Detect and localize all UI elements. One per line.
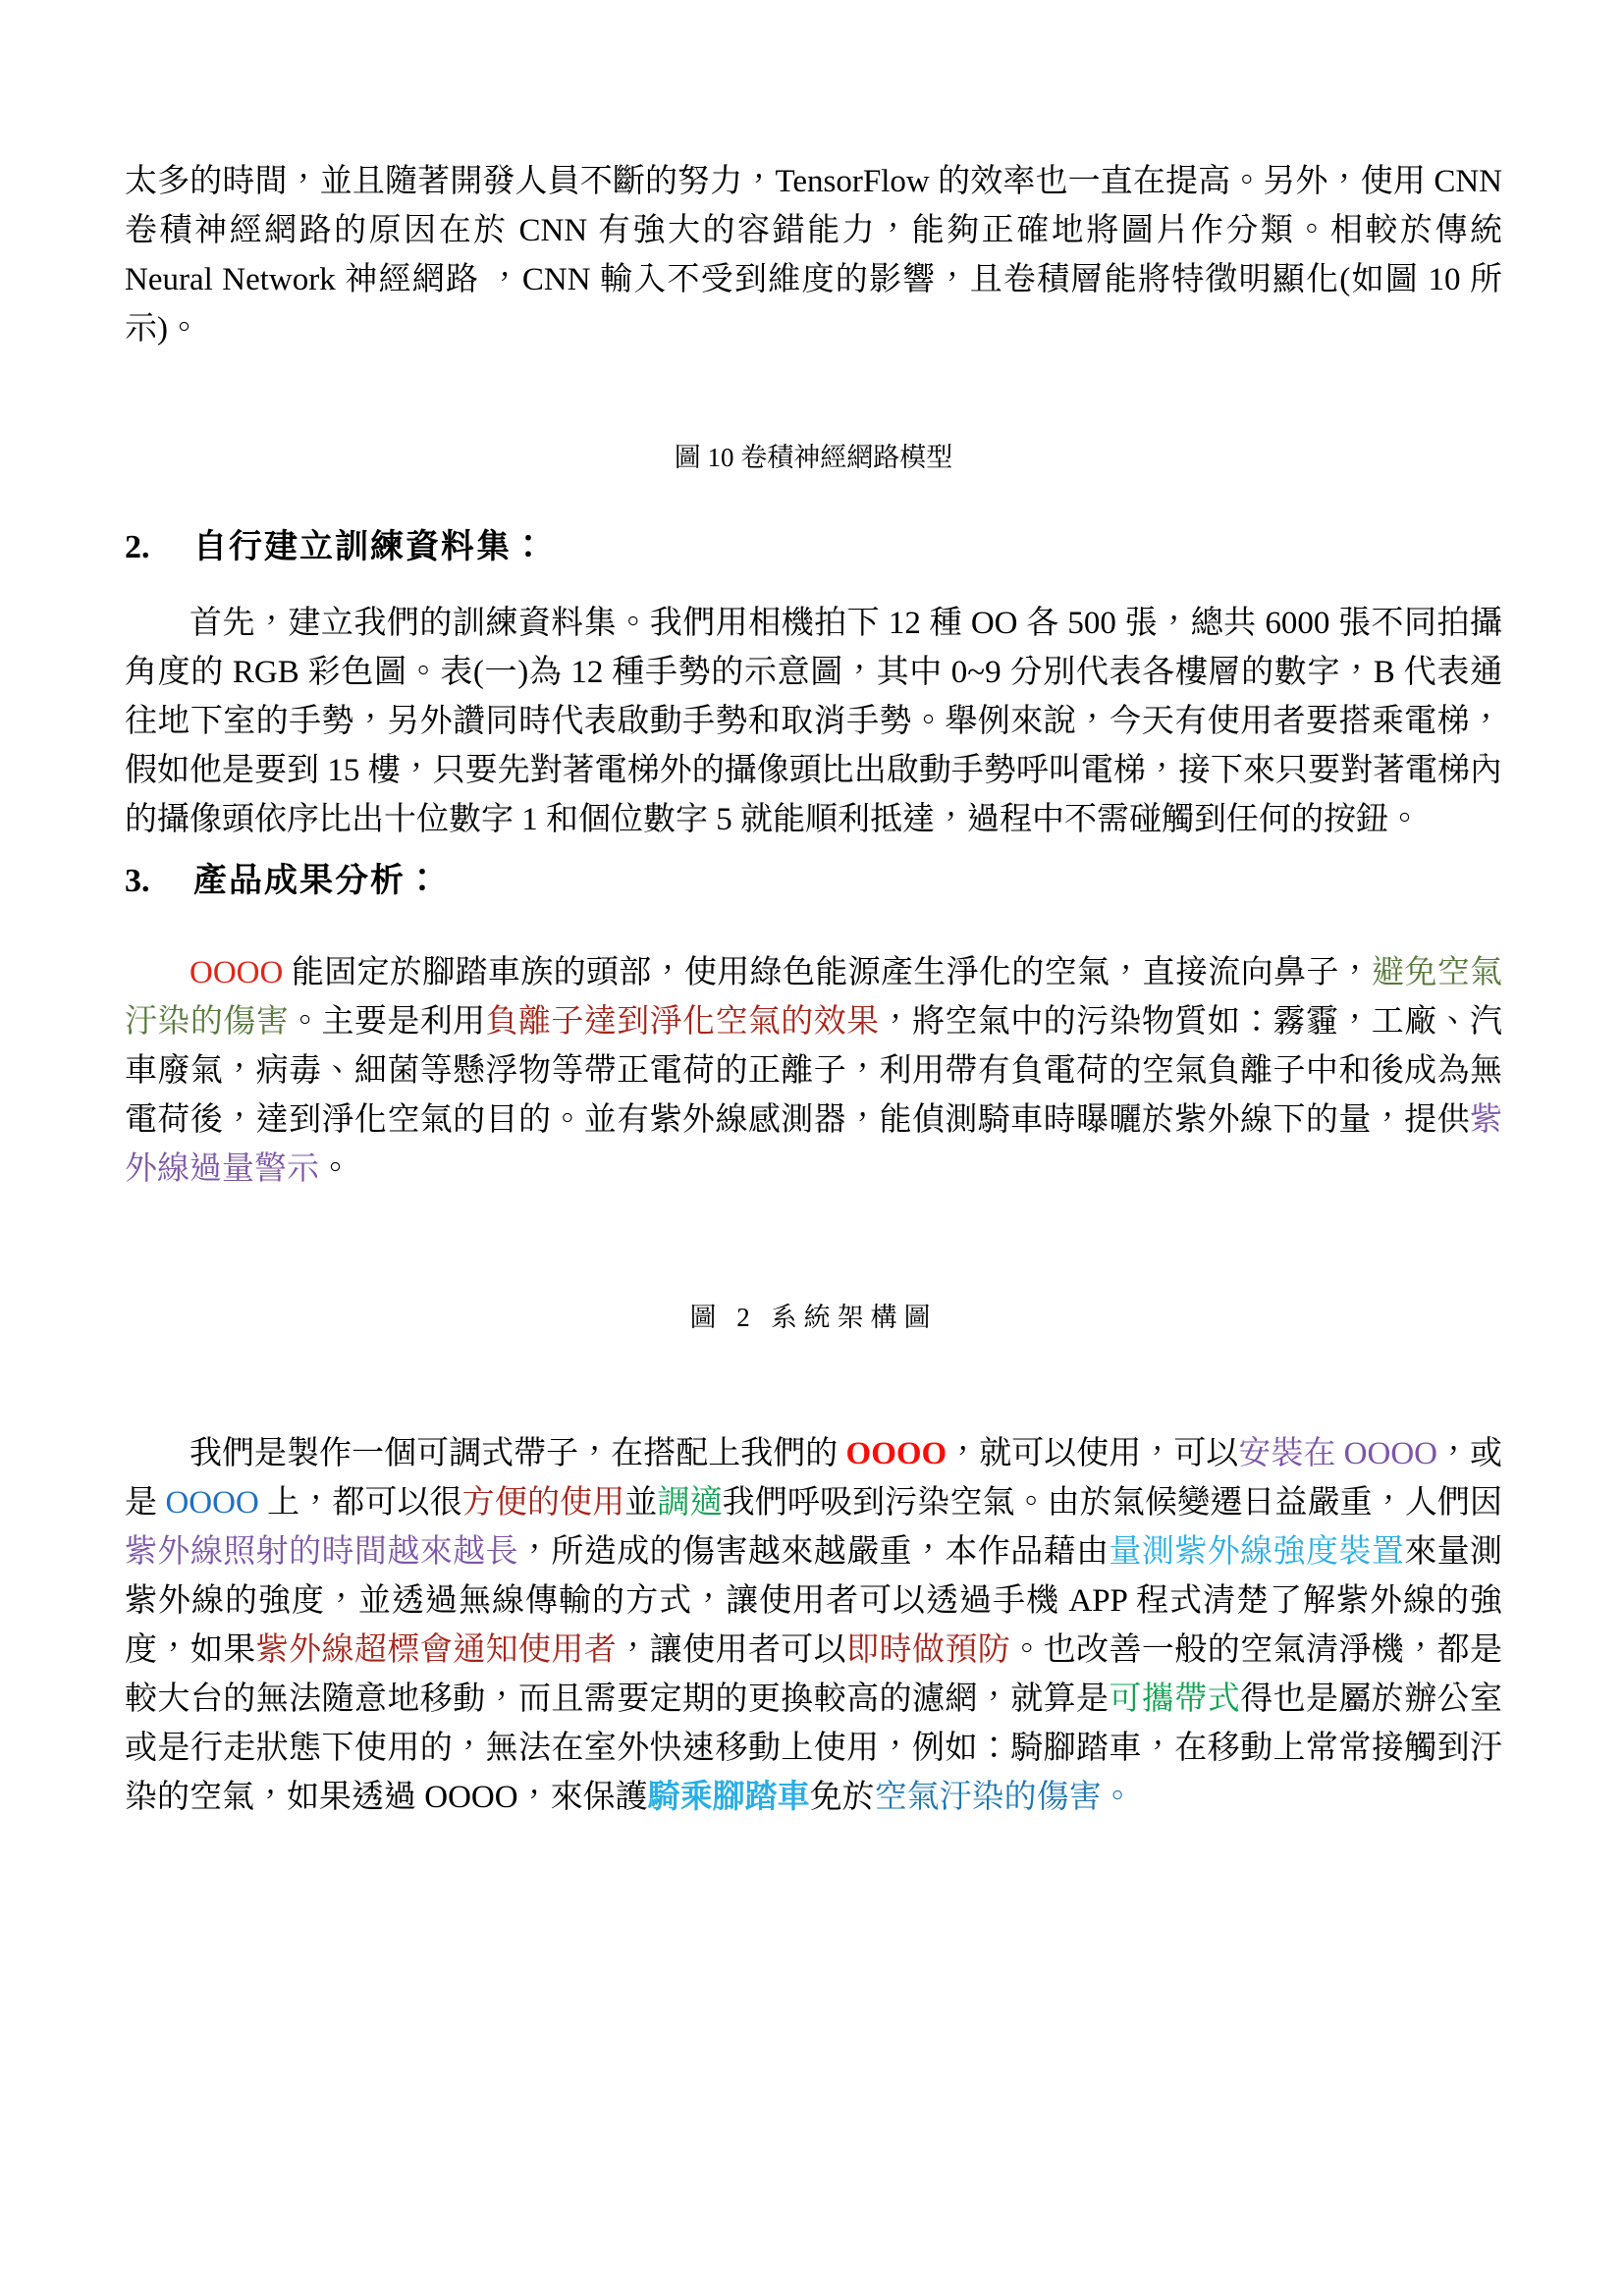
text-segment: 能固定於腳踏車族的頭部，使用綠色能源產生淨化的空氣，直接流向鼻子， [283, 955, 1372, 990]
paragraph-system-description [125, 1429, 1502, 1822]
section-3-heading [125, 860, 1502, 903]
text-segment: 。 [319, 1151, 352, 1187]
text-segment: 調適 [657, 1485, 723, 1521]
page-content [125, 157, 1502, 1822]
text-segment: 免於 [809, 1780, 875, 1815]
text-segment: 紫外線照射的時間越來越長 [125, 1534, 518, 1570]
text-segment: 來量測紫外線的強度，並透過無線傳輸的方式，讓使用者可以透過手機 APP 程式清楚了解紫外線的強度，如果 [125, 1534, 1503, 1668]
section-3-title: 產品成果分析： [193, 863, 441, 899]
section-2-title: 自行建立訓練資料集： [193, 529, 547, 565]
text-segment: 方便的使用 [461, 1485, 625, 1521]
text-segment: 安裝在 OOOO [1238, 1436, 1437, 1471]
text-segment: 即時做預防 [846, 1632, 1011, 1668]
text-segment: 我們是製作一個可調式帶子，在搭配上我們的 [189, 1436, 846, 1471]
text-segment: 並 [624, 1485, 658, 1521]
paragraph-product-analysis [125, 948, 1502, 1194]
text-segment: 我們呼吸到污染空氣。由於氣候變遷日益嚴重，人們因 [722, 1485, 1503, 1521]
section-2-number: 2. [125, 529, 150, 565]
paragraph-tensorflow-cnn: 太多的時間，並且隨著開發人員不斷的努力，TensorFlow 的效率也一直在提高。另外，使用 CNN 卷積神經網路的原因在於 CNN 有強大的容錯能力，能夠正確地將圖片作分類。相較於傳統 Neural Network 神經網路 ，CNN 輸入不受到維度的影響，且卷積層能將特徵明顯化(如圖 10 所示)。 [125, 164, 1502, 347]
text-segment: 紫外線超標會通知使用者 [255, 1632, 618, 1668]
text-segment: 可攜帶式 [1109, 1682, 1241, 1717]
section-3-number: 3. [125, 863, 150, 899]
figure-2-caption: 圖 2 系統架構圖 [689, 1303, 938, 1332]
text-segment: 騎乘腳踏車 [647, 1780, 810, 1815]
text-segment: OOOO [165, 1485, 259, 1521]
text-segment: OOOO [845, 1436, 947, 1471]
text-segment: 得也是屬於辦公室或是行走狀態下使用的，無法在室外快速移動上使用，例如：騎腳踏車，在移動上常常接觸到汙染的空氣，如果透過 OOOO，來保護 [125, 1682, 1503, 1815]
text-segment: 量測紫外線強度裝置 [1109, 1534, 1405, 1570]
text-segment: 。主要是利用 [289, 1004, 486, 1040]
text-segment: ，讓使用者可以 [617, 1632, 847, 1668]
text-segment: 空氣汙染的傷害。 [874, 1780, 1134, 1815]
text-segment: ，或是 [125, 1436, 1503, 1521]
text-segment: 。也改善一般的空氣清淨機，都是較大台的無法隨意地移動，而且需要定期的更換較高的濾網，就算是 [125, 1632, 1503, 1717]
text-segment: ，就可以使用，可以 [947, 1436, 1239, 1471]
text-segment: 避免空氣汙染的傷害 [125, 955, 1503, 1040]
text-segment: 上，都可以很 [258, 1485, 462, 1521]
text-segment: ，將空氣中的污染物質如：霧霾，工廠、汽車廢氣，病毒、細菌等懸浮物等帶正電荷的正離子，利用帶有負電荷的空氣負離子中和後成為無電荷後，達到淨化空氣的目的。並有紫外線感測器，能偵測騎車時曝曬於紫外線下的量，提供 [125, 1004, 1503, 1138]
paragraph-training-dataset: 首先，建立我們的訓練資料集。我們用相機拍下 12 種 OO 各 500 張，總共 6000 張不同拍攝角度的 RGB 彩色圖。表(一)為 12 種手勢的示意圖，其中 0~9 分別代表各樓層的數字，B 代表通往地下室的手勢，另外讚同時代表啟動手勢和取消手勢。舉例來說，今天有使用者要搭乘電梯，假如他是要到 15 樓，只要先對著電梯外的攝像頭比出啟動手勢呼叫電梯，接下來只要對著電梯內的攝像頭依序比出十位數字 1 和個位數字 5 就能順利抵達，過程中不需碰觸到任何的按鈕。 [125, 606, 1502, 837]
text-segment: 負離子達到淨化空氣的效果 [485, 1004, 880, 1040]
text-segment: 紫外線過量警示 [125, 1102, 1502, 1187]
section-2-heading [125, 526, 1502, 569]
text-segment: OOOO [189, 955, 284, 990]
text-segment: ，所造成的傷害越來越嚴重，本作品藉由 [517, 1534, 1110, 1570]
figure-10-caption: 圖 10 卷積神經網路模型 [674, 443, 953, 472]
